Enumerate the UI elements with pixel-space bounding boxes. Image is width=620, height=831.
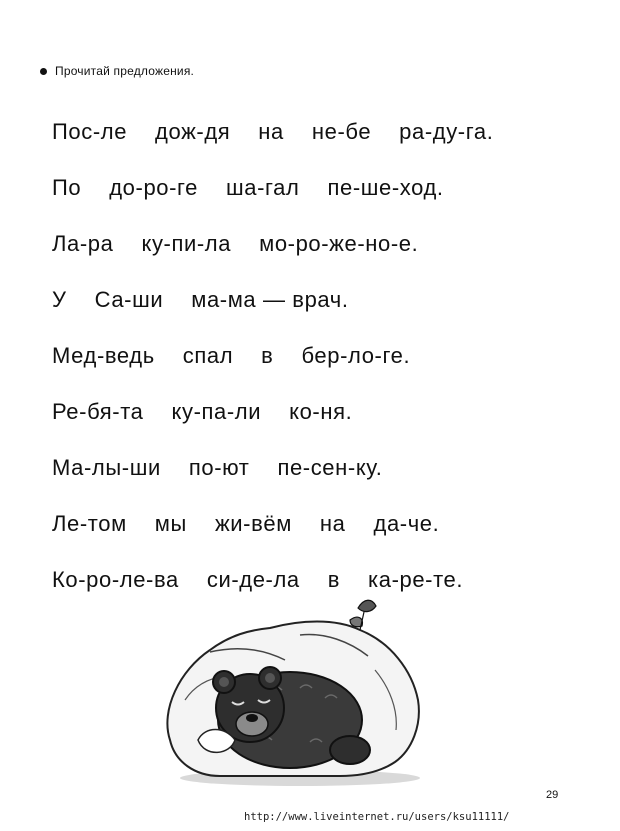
word: бер-ло-ге. [301, 343, 411, 368]
word: спал [182, 343, 234, 368]
sentence [52, 384, 592, 440]
word: пе-ше-ход. [327, 175, 444, 200]
word: Ре-бя-та [52, 399, 144, 424]
word: да-че. [373, 511, 440, 536]
page-number: 29 [546, 789, 559, 801]
word: ша-гал [226, 175, 300, 200]
word: ка-ре-те. [368, 567, 464, 592]
word: до-ро-ге [109, 175, 199, 200]
word: ку-па-ли [171, 399, 262, 424]
word: си-де-ла [206, 567, 300, 592]
sentence-list [52, 104, 592, 608]
sleeping-bear-in-den-icon [150, 590, 440, 790]
word: Ко-ро-ле-ва [52, 567, 179, 592]
word: Ле-том [52, 511, 127, 536]
word: пе-сен-ку. [277, 455, 383, 480]
word: Са-ши [94, 287, 164, 312]
word: дож-дя [155, 119, 231, 144]
word: ма-ма — врач. [191, 287, 349, 312]
source-url: http://www.liveinternet.ru/users/ksu11111/ [244, 811, 510, 823]
word: мы [154, 511, 187, 536]
word: По [52, 175, 82, 200]
word: на [258, 119, 284, 144]
sentence [52, 216, 592, 272]
sentence [52, 104, 592, 160]
word: в [261, 343, 274, 368]
word: ра-ду-га. [399, 119, 494, 144]
word: на [319, 511, 346, 536]
sentence [52, 160, 592, 216]
word: в [327, 567, 341, 592]
word: ко-ня. [289, 399, 353, 424]
word: мо-ро-же-но-е. [259, 231, 419, 256]
sentence [52, 496, 592, 552]
sentence [52, 440, 592, 496]
word: Пос-ле [52, 119, 128, 144]
word: ку-пи-ла [141, 231, 232, 256]
sentence [52, 272, 592, 328]
word: по-ют [188, 455, 250, 480]
word: Мед-ведь [52, 343, 155, 368]
bullet-icon [40, 68, 47, 75]
word: жи-вём [214, 511, 292, 536]
instruction-text: Прочитай предложения. [55, 64, 195, 78]
word: не-бе [311, 119, 372, 144]
instruction [40, 64, 194, 78]
word: Ла-ра [52, 231, 114, 256]
word: У [52, 287, 67, 312]
word: Ма-лы-ши [52, 455, 161, 480]
sentence [52, 328, 592, 384]
